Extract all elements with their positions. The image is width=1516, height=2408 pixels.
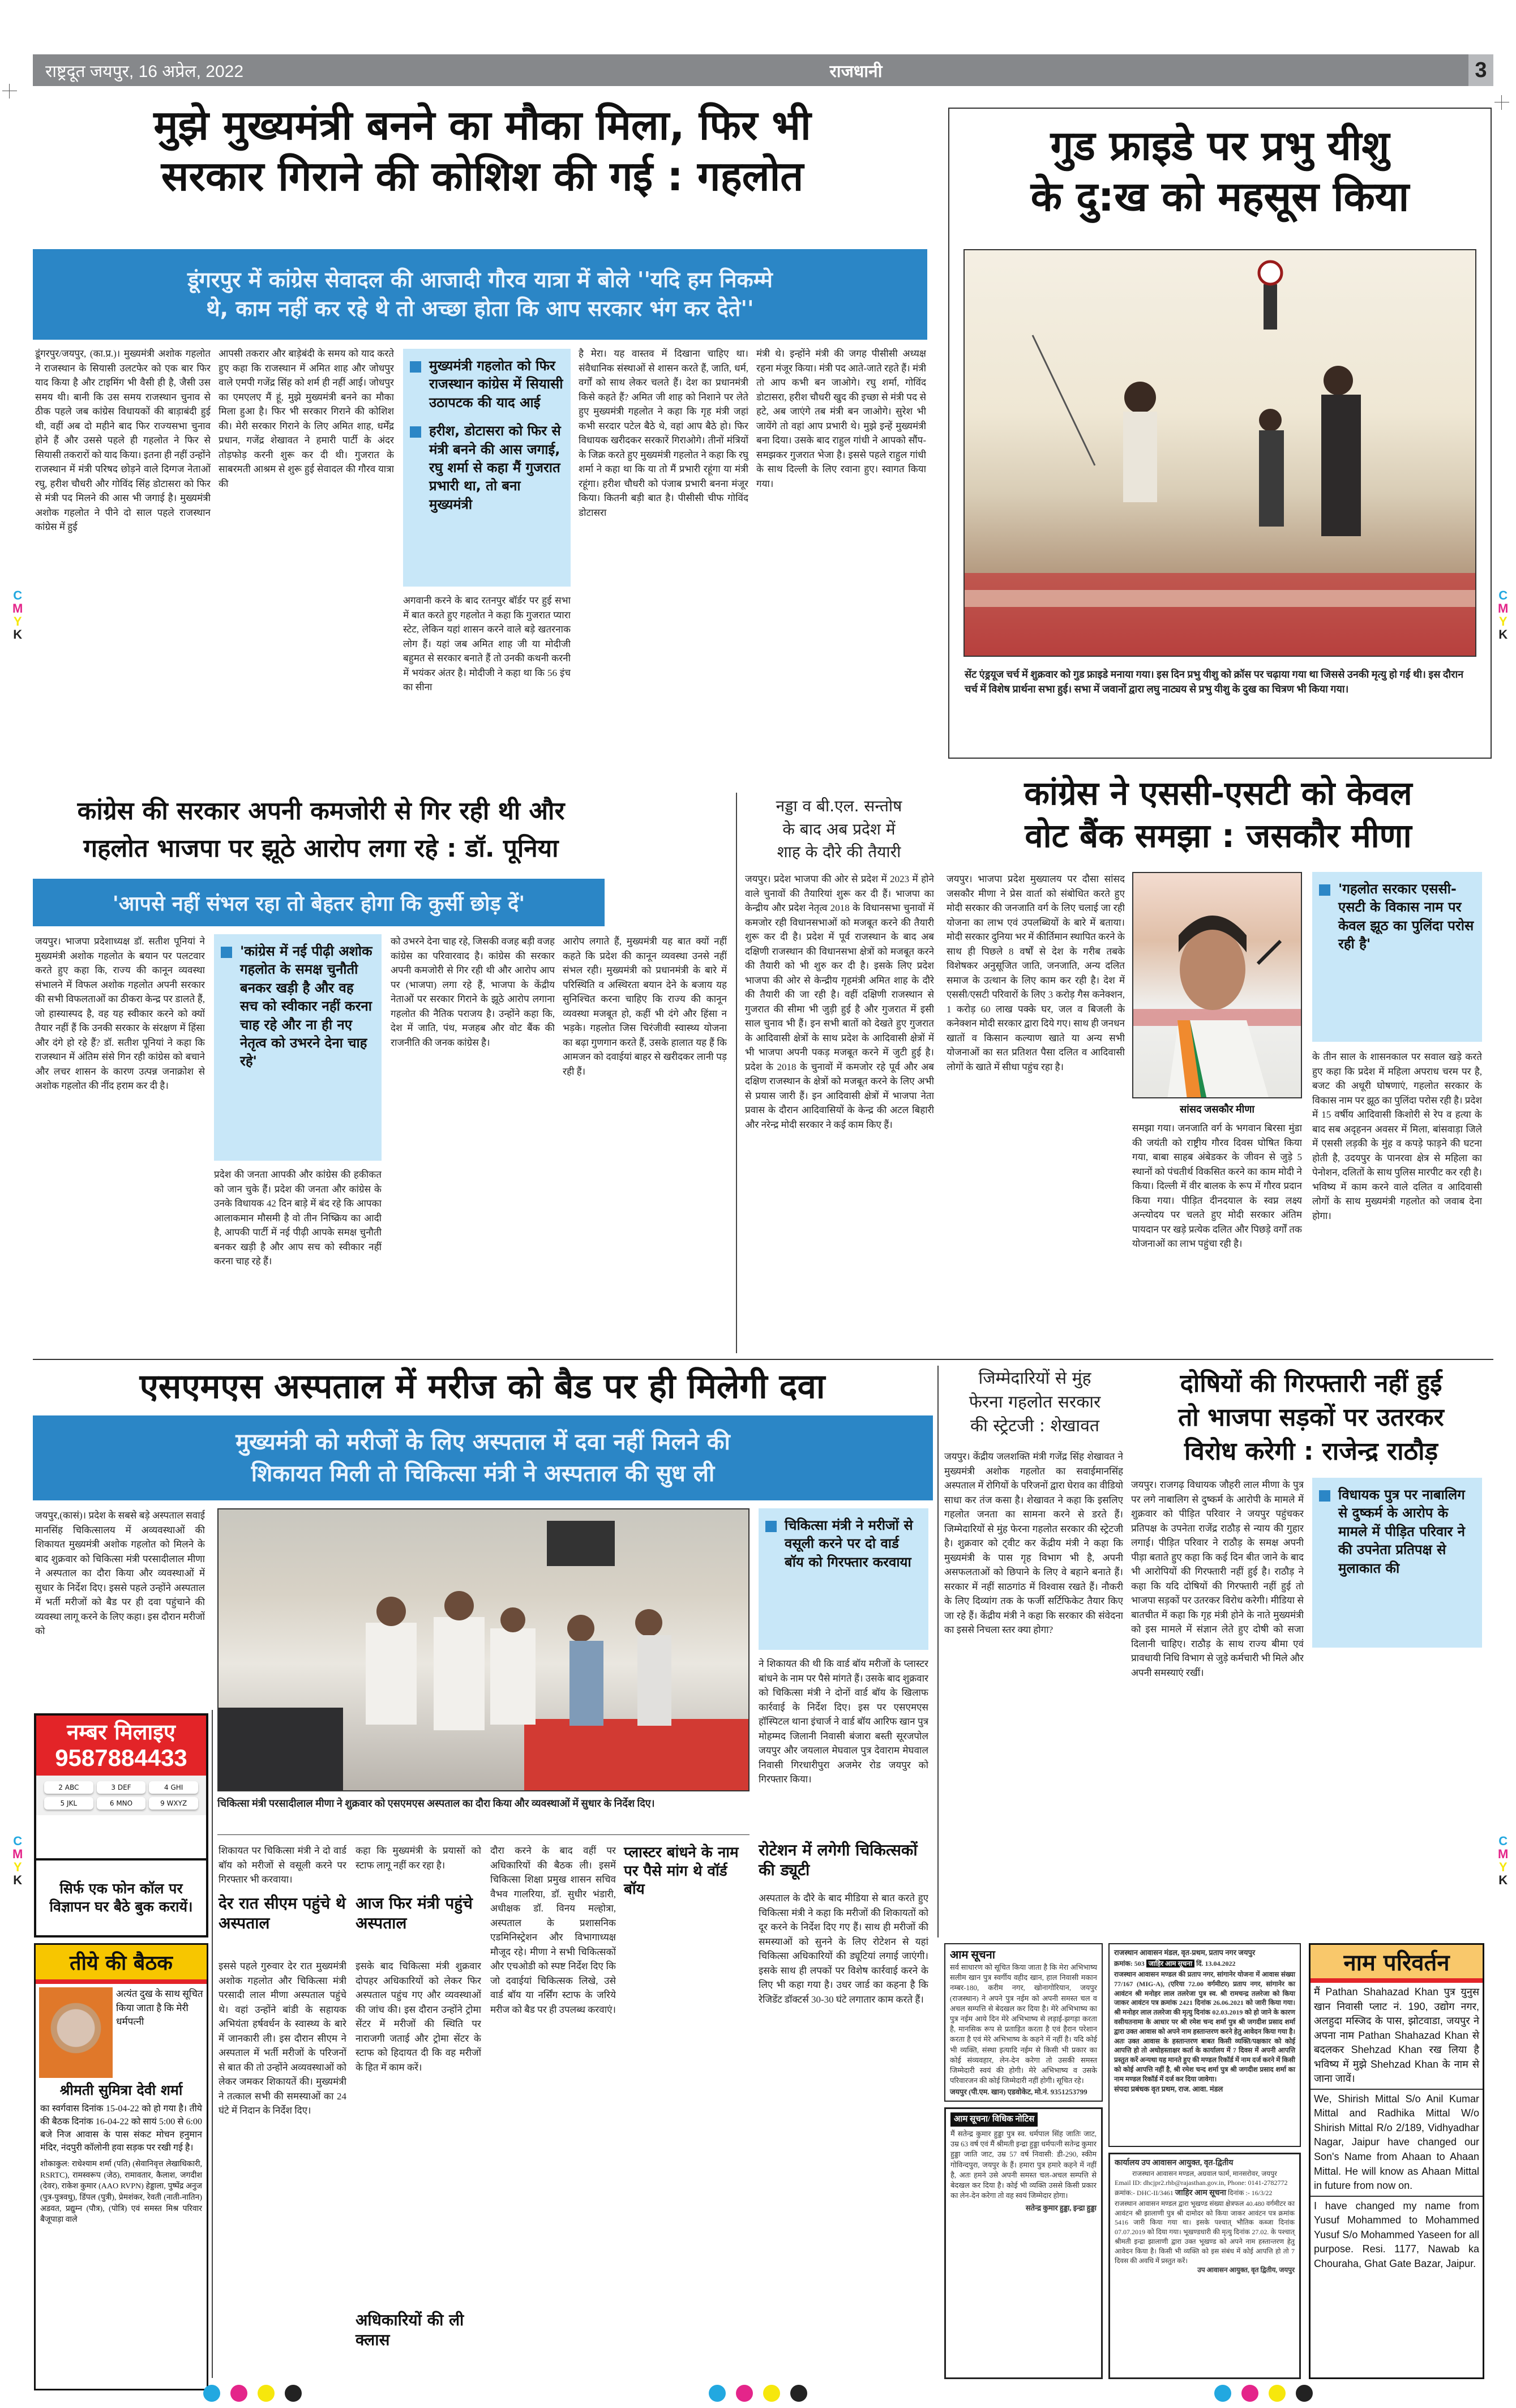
highlight-item bbox=[765, 1516, 922, 1571]
story6-highlight-box bbox=[759, 1508, 928, 1650]
story7-headline-line3: की स्ट्रेटजी : शेखावत bbox=[970, 1416, 1099, 1436]
phone-ad-header bbox=[36, 1716, 206, 1776]
dot-group bbox=[709, 2385, 807, 2402]
story3-headline bbox=[35, 793, 607, 867]
cmyk-c: C bbox=[13, 588, 23, 602]
story6-subhead-class: अधिकारियों की ली क्लास bbox=[356, 2311, 464, 2349]
story6-sub2-lead: कहा कि मुख्यमंत्री के प्रयासों को स्टाफ लागू नहीं कर रहा है। bbox=[356, 1845, 481, 1871]
story3-highlight-box bbox=[214, 934, 382, 1161]
highlight-text: चिकित्सा मंत्री ने मरीजों से वसूली करने पर दो वार्ड बॉय को गिरफ्तार करवाया bbox=[785, 1517, 913, 1570]
story3-strap: 'आपसे नहीं संभल रहा तो बेहतर होगा कि कुर्सी छोड़ दें' bbox=[33, 879, 605, 926]
notice1-title: आम सूचना bbox=[950, 1949, 995, 1961]
story7-headline-line2: फेरना गहलोत सरकार bbox=[969, 1392, 1101, 1412]
yellow-dot-icon bbox=[258, 2385, 275, 2402]
cmyk-registration-left bbox=[12, 589, 23, 641]
phone-booking-ad bbox=[34, 1713, 208, 1860]
cmyk-y: Y bbox=[1498, 614, 1508, 629]
story6-sub1-body: इससे पहले गुरुवार देर रात मुख्यमंत्री अशोक गहलोत और चिकित्सा मंत्री परसादी लाल मीणा अस्पताल पहुंचे थे। वहां उन्होंने बांडी के सहायक अभियंता हर्षवर्धन के स्वास्थ्य के बारे में जानकारी ली। इस दौरान सीएम ने अस्पताल में भर्ती मरीजों के परिजनों से बात की तो उन्होंने अव्यवस्थाओं को लेकर जमकर शिकायतें की। मुख्यमंत्री ने तत्काल सभी की समस्याओं का 24 घंटे में निदान के निर्देश दिए। bbox=[219, 1961, 346, 2116]
housing-board-notice bbox=[1108, 1943, 1301, 2147]
story6-intro: जयपुर,(कासं)। प्रदेश के सबसे बड़े अस्पताल सवाई मानसिंह चिकित्सालय में अव्यवस्थाओं की शिकायत मुख्यमंत्री अशोक गहलोत को मिलने के बाद शुक्रवार को चिकित्सा मंत्री परसादीलाल मीणा ने अस्पताल का दौरा किया और व्यवस्थाओं में सुधार के निर्देश दिए। इससे पहले उन्होंने अस्पताल में भर्ती मरीजों को बैड पर ही दवा पहुंचाने की व्यवस्था लागू करने के लिए कहा। इस दौरान मरीजों को bbox=[35, 1510, 205, 1636]
cmyk-c: C bbox=[1498, 1834, 1508, 1848]
cmyk-k: K bbox=[13, 627, 23, 642]
story1-strap bbox=[33, 249, 927, 340]
hospital-visit-photo bbox=[217, 1508, 750, 1791]
page-number: 3 bbox=[1468, 54, 1493, 86]
legal-notice-2 bbox=[944, 2107, 1103, 2379]
good-friday-photo bbox=[963, 249, 1476, 657]
story1-col1: डूंगरपुर/जयपुर, (का.प्र.)। मुख्यमंत्री अशोक गहलोत ने राजस्थान के सियासी उलटफेर को एक बार फिर याद किया है और टाइमिंग भी वैसी ही है, जैसी उस समय थी। बानी कि उस समय राजस्थान चुनाव से ठीक पहले जब कांग्रेस विधायकों की बाड़ाबंदी हुई थी, वहीं अब दो महीने बाद फिर राज्यसभा चुनाव होने हैं और उससे पहले ही गहलोत ने फिर से सियासी तकरारों को याद किया। इतना ही नहीं उन्होंने राजस्थान में मंत्री परिषद छोड़ने वाले दिग्गज नेताओं रघु, हरीश चौधरी और गोविंद सिंह डोटासरा को फिर से मंत्री पद मिलने की आस भी जगाई है। मुख्यमंत्री अशोक गहलोत ने पीने दो साल पहले राजस्थान कांग्रेस में हुई bbox=[35, 348, 211, 532]
notice2-signoff: सतेन्द्र कुमार हुड्डा, इन्द्रा हुड्डा bbox=[1025, 2204, 1097, 2213]
yellow-dot-icon bbox=[1269, 2385, 1286, 2402]
phone-ad-title: नम्बर मिलाइए bbox=[67, 1720, 175, 1744]
story6-sub5-body: अस्पताल के दौरे के बाद मीडिया से बात करते हुए चिकित्सा मंत्री ने कहा कि मरीजों की शिकायतों को दूर करने के निर्देश दिए गए हैं। साथ ही मरीजों की समस्याओं को सुनने के लिए रोटेशन से यहां चिकित्सा अधिकारियों की ड्यूटियां लगाई जाएंगी। इसके साथ ही लपकों पर विशेष कार्रवाई करने के लिए भी कहा गया है। उधर जार्ड का कहना है कि रेजिडेंट डॉक्टर्स 30-30 घंटे लगातार काम करते हैं। bbox=[759, 1893, 928, 2005]
story8-headline-line1: दोषियों की गिरफ्तारी नहीं हुई bbox=[1180, 1369, 1442, 1398]
story6-subhead-minister: आज फिर मंत्री पहुंचे अस्पताल bbox=[356, 1894, 473, 1932]
phone-ad-tagline: सिर्फ एक फोन कॉल पर विज्ञापन घर बैठे बुक करायें। bbox=[34, 1860, 208, 1937]
cmyk-m: M bbox=[1498, 601, 1509, 616]
story6-subhead-rotation: रोटेशन में लगेगी चिकित्सकों की ड्यूटी bbox=[759, 1841, 918, 1879]
highlight-item bbox=[410, 357, 564, 412]
highlight-item bbox=[221, 942, 375, 1071]
story1-col3: अगवानी करने के बाद रतनपुर बॉर्डर पर हुई सभा में बात करते हुए गहलोत ने कहा कि गुजरात प्यारा स्टेट, लेकिन यहां शासन करने वाले बड़े खतरनाक लोग हैं। यहां जब अमित शाह जी या मोदीजी बहुमत से सरकार बनाते हैं तो उनकी कथनी करनी में भयंकर अंतर है। मोदीजी ने कहा था कि 56 इंच का सीना bbox=[403, 595, 571, 692]
keypad-image bbox=[36, 1776, 206, 1815]
dot-group bbox=[1214, 2385, 1313, 2402]
cmyk-y: Y bbox=[1498, 1860, 1508, 1875]
story3-col3: को उभरने देना चाह रहे, जिसकी वजह बड़ी वजह कांग्रेस का परिवारवाद है। कांग्रेस की सरकार अपनी कमजोरी से गिर रही थी और आरोप आप पर (भाजपा) लगा रहे हैं, भाजपा के केंद्रीय नेताओं पर सरकार गिराने के झूठे आरोप लगाना गहलोत की नैतिक पराजय है। उन्होंने कहा कि, देश में जाति, पंथ, मजहब और वोट बैंक की राजनीति की जनक कांग्रेस है। bbox=[391, 936, 555, 1048]
story2-headline-line1: गुड फ्राइडे पर प्रभु यीशु bbox=[1050, 122, 1390, 169]
cmyk-k: K bbox=[1498, 627, 1508, 642]
story5-highlight-box bbox=[1312, 872, 1482, 1042]
notice1-body: सर्व साधारण को सूचित किया जाता है कि मेरा अभिभाष्य सलीम खान पुत्र स्वर्गीय वहीद खान, हाल निवासी मकान नम्बर-180, करीम नगर, खोनागोरियान, जयपुर (राजस्थान) ने अपने पुत्र नईम को अपनी समस्त चल व अचल सम्पत्ति से बेदखल कर दिया है। मेरे अभिभाष्य का पुत्र नईम आये दिन मेरे अभिभाष्य से लड़ाई-झगड़ा करता है, मानसिक रूप से प्रताड़ित करता है एवं हैरान परेशान करता है एवं मेरे अभिभाष्य के कहने में नहीं है। यदि कोई भी व्यक्ति, संस्था इत्यादि नईम से किसी भी प्रकार का कोई संव्यवहार, लेन-देन करेगा तो उसकी समस्त जिम्मेदारी स्वयं की होगी। मेरे अभिभाष्य व उसके परिवारजन की कोई जिम्मेदारी नहीं होगी। सूचित रहे। bbox=[950, 1963, 1097, 2085]
column-divider bbox=[937, 1366, 939, 1937]
keypad-key: 5 JKL bbox=[44, 1797, 93, 1810]
story4-headline-line1: नड्डा व बी.एल. सन्तोष bbox=[776, 797, 902, 815]
story1-col4: है मेरा। यह वास्तव में दिखाना चाहिए था। संवैधानिक संस्थाओं से शासन करते हैं, जाति, धर्म, वर्गों को साथ लेकर चलते हैं। देश का प्रधानमंत्री किसे कहते हैं? अमित जी शाह को निशाने पर लेते हुए मुख्यमंत्री गहलोत ने कहा कि गृह मंत्री जहां कभी सरदार पटेल बैठे थे, वहां आप बैठे हो। फिर विधायक खरीदकर सरकारें गिराओगे। तीनों मंत्रियों के जिक्र करते हुए मुख्यमंत्री गहलोत ने कहा कि रघु शर्मा ने कहा था कि या तो मैं प्रभारी रहूंगा या मंत्री रहूंगा। हरीश चौधरी को पंजाब प्रभारी बनना मंजूर किया। कितनी बड़ी बात है। पीसीसी चीफ गोविंद डोटासरा bbox=[579, 348, 748, 518]
section-divider bbox=[33, 1359, 1493, 1360]
bullet-square-icon bbox=[765, 1521, 777, 1532]
cmyk-registration-right-lower bbox=[1498, 1834, 1508, 1887]
notice3-body: राजस्थान आवासन मण्डल की प्रताप नगर, सांगानेर योजना में आवास संख्या 77/167 (MIG-A), (एरिया 72.00 वर्गमीटर) प्रताप नगर, सांगानेर का आवंटन श्री मनोहर लाल तलरेजा पुत्र स्व. श्री रामचन्द्र तलरेजा को किया जाकर आवंटन पत्र क्रमांक 2421 दिनांक 26.06.2021 को जारी किया गया। श्री मनोहर लाल तलरेजा की मृत्यु दिनांक 02.03.2019 को हो जाने के कारण वसीयतनामा के आधार पर श्री रमेश चन्द शर्मा पुत्र श्री जगदीश प्रसाद शर्मा द्वारा उक्त आवास को अपने नाम हस्तान्तरण करने हेतु आवेदन किया गया है। अतः उक्त आवास के हस्तान्तरण बाबत किसी व्यक्ति/पक्षकार को कोई आपत्ति हो तो अधोहस्ताक्षर कर्ता के कार्यालय में 7 दिवस में अपनी आपत्ति प्रस्तुत करें अन्यथा यह मानते हुए की मण्डल रिकॉर्ड में नाम दर्ज करने में किसी को कोई आपत्ति नहीं है, श्री रमेश चन्द शर्मा पुत्र श्री जगदीश प्रसाद शर्मा का नाम मण्डल रिकॉर्ड में दर्ज कर दिया जावेगा। bbox=[1114, 1970, 1295, 2083]
story4-headline bbox=[744, 795, 934, 864]
church-play-illustration bbox=[965, 250, 1476, 657]
story6-subhead-plaster: प्लास्टर बांधने के नाम पर पैसे मांग थे वॉर्ड बॉय bbox=[624, 1844, 739, 1898]
story1-headline-line2: सरकार गिराने की कोशिश की गई : गहलोत bbox=[161, 152, 804, 200]
public-notice-1 bbox=[944, 1943, 1103, 2102]
cmyk-k: K bbox=[13, 1873, 23, 1888]
dot-group bbox=[203, 2385, 302, 2402]
bullet-square-icon bbox=[1319, 884, 1330, 896]
notice4-title: जाहिर आम सूचना bbox=[1175, 2189, 1226, 2198]
story6-photo-caption: चिकित्सा मंत्री परसादीलाल मीणा ने शुक्रवार को एसएमएस अस्पताल का दौरा किया और व्यवस्थाओं में सुधार के निर्देश दिए। bbox=[217, 1798, 655, 1809]
story5-col1: जयपुर। भाजपा प्रदेश मुख्यालय पर दौसा सांसद जसकौर मीणा ने प्रेस वार्ता को संबोधित करते हुए मोदी सरकार की जनजाति वर्ग के लिए चलाई जा रही योजना का लाभ एवं उपलब्धियों के बारे में बताया। मोदी सरकार दुनिया भर में कीर्तिमान स्थापित करने के साथ ही पिछले 8 वर्षों से देश के गरीब तबके विशेषकर अनुसूजित जाति, जनजाति, अन्य दलित समाज के उत्थान के लिए काम कर रही है। देश में एससी/एसटी परिवारों के लिए 3 करोड़ गैस कनेक्शन, 1 करोड़ 60 लाख पक्के घर, जल व बिजली के कनेक्शन मोदी सरकार द्वारा दिये गए। साथ ही जनधन खातों व किसान कल्याण खाते या अन्य सभी योजनाओं का सत प्रतिशत पैसा दलित व आदिवासी लोगों के खाते में सीधा पहुंच रहा है। bbox=[947, 874, 1125, 1072]
obituary-photo bbox=[39, 1987, 113, 2078]
section-name: राजधानी bbox=[829, 62, 883, 81]
cyan-dot-icon bbox=[709, 2385, 726, 2402]
story6-strap bbox=[33, 1415, 933, 1500]
black-dot-icon bbox=[790, 2385, 807, 2402]
section-divider bbox=[217, 1834, 750, 1835]
story7-headline bbox=[944, 1367, 1125, 1438]
story5-headline-line1: कांग्रेस ने एससी-एसटी को केवल bbox=[1024, 774, 1412, 812]
story4-headline-line3: शाह के दौरे की तैयारी bbox=[777, 842, 901, 862]
story6-strap-line2: शिकायत मिली तो चिकित्सा मंत्री ने अस्पताल की सुध ली bbox=[251, 1461, 715, 1487]
obituary-body: का स्वर्गवास दिनांक 15-04-22 को हो गया है। तीये की बैठक दिनांक 16-04-22 को सायं 5:00 से 6:00 बजे निज आवास के पास संकट मोचन हनुमान मंदिर, नंदपुरी कॉलोनी हवा सड़क पर रखी गई है। bbox=[40, 2103, 202, 2153]
obituary-name: श्रीमती सुमित्रा देवी शर्मा bbox=[59, 2082, 183, 2098]
keypad-key: 6 MNO bbox=[97, 1797, 146, 1810]
highlight-text: विधायक पुत्र पर नाबालिग से दुष्कर्म के आरोप के मामले में पीड़ित परिवार ने की उपनेता प्रतिपक्ष से मुलाकात की bbox=[1338, 1487, 1465, 1576]
story4-headline-line2: के बाद अब प्रदेश में bbox=[782, 819, 896, 839]
color-registration-bar bbox=[0, 2385, 1516, 2402]
cmyk-m: M bbox=[12, 601, 23, 616]
cyan-dot-icon bbox=[1214, 2385, 1231, 2402]
cmyk-y: Y bbox=[13, 614, 22, 629]
cmyk-y: Y bbox=[13, 1860, 22, 1875]
obituary-intro: अत्यंत दुख के साथ सूचित किया जाता है कि मेरी धर्मपत्नी bbox=[116, 1988, 203, 2028]
bullet-square-icon bbox=[410, 426, 421, 438]
notice1-signoff: जयपुर (पी.एम. खान) एडवोकेट, मो.नं. 9351253799 bbox=[950, 2088, 1087, 2097]
highlight-text: हरीश, डोटासरा को फिर से मंत्री बनने की आस जगाई, रघु शर्मा से कहा मैं गुजरात प्रभारी था, तो बना मुख्यमंत्री bbox=[429, 423, 561, 512]
obituary-top bbox=[36, 1984, 207, 2081]
magenta-dot-icon bbox=[736, 2385, 753, 2402]
story3-col4: आरोप लगाते हैं, मुख्यमंत्री यह बात क्यों नहीं कहते कि प्रदेश की कानून व्यवस्था उनसे नहीं संभल रही। मुख्यमंत्री को प्रधानमंत्री के बारे में परिस्थिति व अस्थिरता बयान देने के बजाय यह सुनिश्चित करना चाहिए कि राज्य की कानून व्यवस्था मजबूत हो, कहीं भी दंगे और हिंसा न भड़के। गहलोत जिस चिरंजीवी स्वास्थ्य योजना का बढ़ा गुणगान करते हैं, उसके हालात यह हैं कि आमजन को दवाईयां बाहर से खरीदकर लानी पड़ रही हैं। bbox=[563, 936, 727, 1077]
cmyk-registration-right bbox=[1498, 589, 1508, 641]
notice4-body: राजस्थान आवासन मण्डल द्वारा भूखण्ड संख्या क्षेत्रफल 40.480 वर्गमीटर का आवंटन श्री झालाणी पुत्र श्री दामोदर को किया जाकर आवंटन पत्र क्रमांक 5416 जारी किया गया था। इसके पश्चात् भौतिक कब्जा दिनांक 07.07.2019 को दिया गया। भूखण्डधारी की मृत्यु दिनांक 27.02. के पश्चात् श्रीमती इन्द्रा झालाणी द्वारा उक्त भूखण्ड को अपने नाम हस्तान्तरण हेतु आवेदन किया है। किसी भी व्यक्ति को इस संबंध में कोई आपत्ति हो तो 7 दिवस की अवधि में प्रस्तुत करें। bbox=[1115, 2199, 1295, 2265]
highlight-text: 'कांग्रेस में नई पीढ़ी अशोक गहलोत के समक्ष चुनौती बनकर खड़ी है और वह सच को स्वीकार नहीं करना चाह रहे और ना ही नए नेतृत्व को उभरने देना चाह रहे' bbox=[240, 943, 372, 1070]
story1-headline bbox=[35, 100, 930, 202]
highlight-text: मुख्यमंत्री गहलोत को फिर राजस्थान कांग्रेस में सियासी उठापटक की याद आई bbox=[429, 358, 563, 410]
cmyk-registration-left-lower bbox=[12, 1834, 23, 1887]
crop-mark-icon bbox=[2, 84, 17, 99]
story3-col2: प्रदेश की जनता आपकी और कांग्रेस की हकीकत को जान चुके हैं। प्रदेश की जनता और कांग्रेस के उनके विधायक 42 दिन बाड़े में बंद रहे कि आपका आलाकमान मौसमी है वो तीन निष्क्रिय का आदी है, आपकी पार्टी में नई पीढ़ी आपके समक्ष चुनौती बनकर खड़ी है और आप सच को स्वीकार नहीं करना चाह रहे हैं। bbox=[214, 1169, 382, 1267]
highlight-item bbox=[410, 422, 564, 514]
story3-headline-line2: गहलोत भाजपा पर झूठे आरोप लगा रहे : डॉ. पूनिया bbox=[83, 834, 559, 863]
story4-body: जयपुर। प्रदेश भाजपा की ओर से प्रदेश में 2023 में होने वाले चुनावों की तैयारियां शुरू कर दी हैं। भाजपा का केन्द्रीय और प्रदेश नेतृत्व 2018 के विधानसभा चुनावों में कमजोर रही विधानसभाओं को मजबूत करने की तैयारी शुरू कर दी है। प्रदेश में पूर्व राजस्थान के बाद अब दक्षिणी राजस्थान की विधानसभा क्षेत्रों को मजबूत करने की तैयारी को भी शुरु कर दी है। इसके लिए प्रदेश भाजपा की ओर से केन्द्रीय गृहमंत्री अमित शाह के दौरे की तैयारी की जा रही है। वहीं दक्षिणी राजस्थान से गुजरात की सीमा भी जुड़ी हुई है और गुजरात में इसी साल चुनाव भी हैं। इन सभी बातों को देखते हुए गुजरात के आदिवासी क्षेत्रों के साथ प्रदेश के आदिवासी क्षेत्रों में भी भाजपा अपनी पकड़ मजबूत करने में जुटी हुई है। प्रदेश के 2018 के चुनावों में कमजोर रहे पूर्व और अब दक्षिण राजस्थान के क्षेत्रों को मजबूत करने के लिए अभी से प्रयास जारी हैं। इन आदिवासी क्षेत्रों में भाजपा नेता प्रवास के दौरान आदिवासियों के केन्द्र की अटल बिहारी और नरेन्द्र मोदी सरकार ने कई काम किए हैं। bbox=[745, 874, 934, 1130]
bullet-square-icon bbox=[1319, 1490, 1330, 1502]
story1-headline-line1: मुझे मुख्यमंत्री बनने का मौका मिला, फिर भी bbox=[153, 101, 811, 149]
notice3-org: राजस्थान आवासन मंडल, वृत-प्रथम, प्रताप नगर जयपुर bbox=[1114, 1948, 1256, 1957]
story7-body: जयपुर। केंद्रीय जलशक्ति मंत्री गजेंद्र सिंह शेखावत ने मुख्यमंत्री अशोक गहलोत का सवाईमानसिंह अस्पताल में रोगियों के परिजनों द्वारा घेराव का वीडियो साधा कर तंज कसा है। शेखावत ने कहा कि इसलिए गहलोत जनता का सामना करने से डरते हैं। जिम्मेदारियों से मुंह फेरना गहलोत सरकार की स्ट्रेटजी है। शुक्रवार को ट्वीट कर केंद्रीय मंत्री ने कहा कि मुख्यमंत्री के पास गृह विभाग भी है, अपनी असफलताओं को छिपाने के लिए वे बहाने बनाते हैं। सरकार में नहीं साठगांठ में विश्वास रखते हैं। नौकरी के लिए दिव्यांग तक के फर्जी सर्टिफिकेट तैयार किए जा रहे हैं। केंद्रीय मंत्री ने कहा कि सरकार की संवेदना का इससे निचला स्तर क्या होगा? bbox=[944, 1451, 1123, 1635]
column-divider bbox=[736, 793, 737, 1353]
story5-photo-caption: सांसद जसकौर मीणा bbox=[1179, 1104, 1255, 1115]
notice4-org: कार्यालय उप आवासन आयुक्त, वृत-द्वितीय bbox=[1115, 2159, 1234, 2167]
bullet-square-icon bbox=[410, 361, 421, 373]
obituary-notice bbox=[34, 1943, 208, 2390]
story1-highlight-box bbox=[403, 349, 571, 587]
notice4-ref: क्रमांक:- DHC-II/3461 bbox=[1115, 2189, 1174, 2197]
name-change-title: नाम परिवर्तन bbox=[1311, 1945, 1483, 1983]
obituary-mourners: शोकाकुल: राधेश्याम शर्मा (पति) (सेवानिवृत्त लेखाधिकारी, RSRTC), रामस्वरूप (जेठ), रामावतार, कैलाश, जगदीश (देवर), राकेश कुमार (AAO RVPN) हेड्डाला, पुष्पेंद्र अनुज (पुत्र-पुत्रवधु), डिंपल (पुत्री), प्रेमशंकर, रेवती (नाती-नातिन) अडवत, प्रद्युम्न (पौत्र), (पोत्रि) एवं समस्त मिश्र परिवार बैजूपाड़ा वाले bbox=[40, 2160, 202, 2225]
story6-side-col: ने शिकायत की थी कि वार्ड बॉय मरीजों के प्लास्टर बांधने के नाम पर पैसे मांगते हैं। उसके बाद शुक्रवार को चिकित्सा मंत्री ने दोनों वार्ड बॉय के खिलाफ कार्रवाई के निर्देश दिए। इस पर एसएमएस हॉस्पिटल थाना इंचार्ज ने वार्ड बॉय आरिफ खान पुत्र मोहम्मद जिलानी निवासी बंजारा बस्ती सूरजपोल जयपुर और जयलाल मेघवाल पुत्र देवाराम मेघवाल निवासी गिरधारीपुरा अजमेर रोड जयपुर को गिरफ्तार किया। bbox=[759, 1658, 928, 1785]
story1-strap-line1: डूंगरपुर में कांग्रेस सेवादल की आजादी गौरव यात्रा में बोले ''यदि हम निकम्मे bbox=[187, 267, 773, 292]
story6-sub2-body: इसके बाद चिकित्सा मंत्री शुक्रवार दोपहर अधिकारियों को लेकर फिर अस्पताल पहुंच गए और व्यवस्थाओं की जांच की। इस दौरान उन्होंने ट्रोमा सेंटर में मरीजों की स्थिति पर नाराजगी जताई और ट्रोमा सेंटर के स्टाफ को हिदायत दी कि वह मरीजों के हित में काम करें। bbox=[356, 1961, 481, 2073]
cmyk-c: C bbox=[1498, 588, 1508, 602]
column-divider bbox=[212, 1710, 213, 2378]
story3-headline-line1: कांग्रेस की सरकार अपनी कमजोरी से गिर रही थी और bbox=[77, 797, 565, 826]
story1-col5: मंत्री थे। इन्होंने मंत्री की जगह पीसीसी अध्यक्ष रहना मंजूर किया। मंत्री पद आते-जाते रहते हैं। मंत्री तो आप कभी बन जाओगे। रघु शर्मा, गोविंद डोटासरा, हरीश चौधरी खुद की इच्छा से मंत्री पद से हटे, अब जाएंगे तब मंत्री बन जाओगे। सुरेश भी जायेंगे तो वहां आप प्रभारी थे। मुझे इन्हें मुख्यमंत्री बना दिया। उसके बाद राहुल गांधी ने आपको सौंप-समझकर गुजरात भेजा है। इससे पहले राहुल गांधी के साथ दिल्ली के लिए रवाना हुए। स्वागत किया गया। bbox=[756, 348, 926, 489]
notice3-date: दिं. 13.04.2022 bbox=[1196, 1960, 1236, 1968]
crop-mark-icon bbox=[1494, 95, 1509, 110]
yellow-dot-icon bbox=[763, 2385, 780, 2402]
story2-headline-line2: के दु:ख को महसूस किया bbox=[1030, 173, 1410, 220]
notice4-sub: राजस्थान आवासन मण्डल, अग्रवाल फार्म, मानसरोवर, जयपुर bbox=[1132, 2169, 1277, 2178]
highlight-text: 'गहलोत सरकार एससी-एसटी के विकास नाम पर केवल झूठ का पुलिंदा परोस रही है' bbox=[1338, 881, 1474, 952]
black-dot-icon bbox=[1296, 2385, 1313, 2402]
page-header bbox=[33, 54, 1493, 86]
story8-body: जयपुर। राजगढ़ विधायक जौहरी लाल मीणा के पुत्र पर लगे नाबालिग से दुष्कर्म के आरोपी के मामले में शुक्रवार को पीड़ित परिवार ने जयपुर पहुंचकर प्रतिपक्ष के उपनेता राजेंद्र राठौड़ से न्याय की गुहार लगाई। पीड़ित परिवार ने राठौड़ के समक्ष अपनी पीड़ा बताते हुए कहा कि कई दिन बीत जाने के बाद भी आरोपियों की गिरफ्तारी नहीं हुई है। राठौड़ ने कहा कि यदि दोषियों की गिरफ्तारी नहीं हुई तो भाजपा सड़कों पर उतरकर विरोध करेगी। मीडिया से बातचीत में कहा कि गृह मंत्री होने के नाते मुख्यमंत्री को इस मामले में संज्ञान लेते हुए दोषी को सजा दिलानी चाहिए। राठौड़ के साथ राज्य बीमा एवं प्रावधायी निधि विभाग से जुड़े कर्मचारी भी मिले और अपनी समस्याएं रखीं। bbox=[1131, 1479, 1304, 1678]
story6-headline: एसएमएस अस्पताल में मरीज को बैड पर ही मिलेगी दवा bbox=[139, 1367, 825, 1406]
name-change-entry: मैं Pathan Shahazad Khan पुत्र युनुस खान निवासी प्लाट नं. 190, उद्योग नगर, अलहुदा मस्जिद के पास, झोटवाडा, जयपुर ने अपना नाम Pathan Shahazad Khan से बदलकर Shehzad Khan रख लिया है भविष्य में मुझे Shehzad Khan के नाम से जाना जावें। bbox=[1311, 1983, 1483, 2090]
story5-headline bbox=[947, 772, 1490, 858]
story7-headline-line1: जिम्मेदारियों से मुंह bbox=[978, 1368, 1091, 1388]
notice3-ref: क्रमांक: 503 bbox=[1114, 1960, 1145, 1968]
cyan-dot-icon bbox=[203, 2385, 220, 2402]
name-change-entry: I have changed my name from Yusuf Mohammed to Mohammed Yusuf S/o Mohammed Yaseen for all purpose. Resi. 1177, Nawab ka Chouraha, Ghat Gate Bazar, Jaipur. bbox=[1314, 2200, 1479, 2269]
story8-headline bbox=[1130, 1367, 1492, 1468]
notice4-contact: Email ID: dhcjpr2.rhb@rajasthan.gov.in, Phone: 0141-2782772 bbox=[1115, 2179, 1288, 2187]
story2-caption: सेंट एंड्रयूज चर्च में शुक्रवार को गुड फ्राइडे मनाया गया। इस दिन प्रभु यीशु को क्रॉस पर चढ़ाया गया था जिससे उनकी मृत्यु हो गई थी। इस दौरान चर्च में विशेष प्रार्थना सभा हुई। सभा में जवानों द्वारा लघु नाट्यय से प्रभु यीशु के दुख का चित्रण भी किया गया। bbox=[965, 669, 1464, 695]
phone-ad-number[interactable]: 9587884433 bbox=[55, 1744, 187, 1771]
jaskaur-meena-photo bbox=[1132, 872, 1302, 1098]
portrait-illustration bbox=[1133, 873, 1302, 1098]
magenta-dot-icon bbox=[1241, 2385, 1258, 2402]
keypad-key: 9 WXYZ bbox=[149, 1797, 198, 1810]
name-change-notices bbox=[1309, 1943, 1484, 2379]
hospital-scene-illustration bbox=[219, 1509, 750, 1791]
notice4-date: दिनांक :- 16/3/22 bbox=[1227, 2189, 1273, 2197]
notice2-body: मैं सतेन्द्र कुमार हुड्डा पुत्र स्व. धर्मपाल सिंह जातिः जाट, उम्र 63 वर्ष एवं मैं श्रीमती इन्द्रा हुड्डा धर्मपत्नी सतेन्द्र कुमार हुड्डा जाति जाट, उम्र 57 वर्ष निवासी: डी-290, स्कीम गोविन्दपुरा, जयपुर के हैं। हमारा पुत्र हमारे कहने में नहीं है, अतः हमने उसे अपनी समस्त चल-अचल सम्पत्ति से बेदखल कर दिया है। कोई भी व्यक्ति उससे किसी प्रकार का लेन-देन करेगा तो वह स्वयं जिम्मेदार होगा। bbox=[950, 2129, 1097, 2200]
story2-headline bbox=[951, 120, 1489, 222]
edition-date: राष्ट्रदूत जयपुर, 16 अप्रेल, 2022 bbox=[45, 62, 244, 81]
obituary-title: तीये की बैठक bbox=[36, 1945, 207, 1984]
cmyk-m: M bbox=[1498, 1847, 1509, 1862]
story5-headline-line2: वोट बैंक समझा : जसकौर मीणा bbox=[1025, 816, 1412, 856]
story6-strap-line1: मुख्यमंत्री को मरीजों के लिए अस्पताल में दवा नहीं मिलने की bbox=[235, 1429, 730, 1455]
notice2-title: आम सूचना/ विधिक नोटिस bbox=[950, 2112, 1038, 2127]
keypad-key: 4 GHI bbox=[149, 1781, 198, 1794]
story8-headline-line3: विरोध करेगी : राजेन्द्र राठौड़ bbox=[1184, 1436, 1438, 1466]
notice4-signoff: उप आवासन आयुक्त, वृत द्वितीय, जयपुर bbox=[1197, 2266, 1295, 2274]
cmyk-k: K bbox=[1498, 1873, 1508, 1888]
magenta-dot-icon bbox=[230, 2385, 247, 2402]
bullet-square-icon bbox=[221, 947, 232, 958]
story3-col1: जयपुर। भाजपा प्रदेशाध्यक्ष डॉ. सतीश पूनियां ने मुख्यमंत्री अशोक गहलोत के बयान पर पलटवार करते हुए कहा कि, राज्य की कानून व्यवस्था संभालने में विफल अशोक गहलोत अपनी सरकार की सभी विफलताओं का ठीकरा केन्द्र पर डालते हैं, जो हास्यास्पद है, वह यह स्वीकार करने को क्यों तैयार नहीं हैं कि उनकी सरकार के संरक्षण में हिंसा और दंगे हो रहे हैं? डॉ. सतीश पूनियां ने कहा कि राजस्थान में अंतिम संसे गिन रही कांग्रेस को बचाने और लचर शासन के कारण उत्पन्न जनाक्रोश से अशोक गहलोत की नींद हराम कर दी है। bbox=[35, 936, 205, 1091]
story6-col-c: दौरा करने के बाद वहीं पर अधिकारियों की बैठक ली। इसमें चिकित्सा शिक्षा प्रमुख शासन सचिव वैभव गालरिया, डॉ. सुधीर भंडारी, अधीक्षक डॉ. विनय मल्होत्रा, अस्पताल के प्रशासनिक एडमिनिस्ट्रेशन और विभागाध्यक्ष मौजूद रहे। मीणा ने सभी चिकित्सकों और एचओडी को स्पष्ट निर्देश दिए कि जो दवाईयां चिकित्सक लिखे, उसे वार्ड बॉय या नर्सिंग स्टाफ के जरिये मरीज को बैड पर ही उपलब्ध करवाएं। bbox=[490, 1845, 616, 2015]
name-change-entry: We, Shirish Mittal S/o Anil Kumar Mittal and Radhika Mittal W/o Shirish Mittal R/o 2/189, Vidhyadhar Nagar, Jaipur have changed our Son's Name from Ahaan to Ahaan Mittal. He will know as Ahaan Mittal in future from now on. bbox=[1311, 2090, 1483, 2197]
housing-commissioner-notice bbox=[1108, 2153, 1301, 2379]
story5-col2: समझा गया। जनजाति वर्ग के भगवान बिरसा मुंडा की जयंती को राष्ट्रीय गौरव दिवस घोषित किया गया, बाबा साहब अंबेडकर के जीवन से जुड़े 5 स्थानों को पंचतीर्थ विकसित करने का काम मोदी ने किया। दिल्ली में वीर बालक के रूप में गौरव प्रदान किया गया। पीड़ित दीनदयाल के स्वप्न लक्ष्य अन्त्योदय पर चलते हुए मोदी सरकार अंतिम पायदान पर खड़े प्रत्येक दलित और पिछड़े वर्गों तक योजनाओं का लाभ पहुंचा रही है। bbox=[1132, 1123, 1302, 1249]
cmyk-c: C bbox=[13, 1834, 23, 1848]
story6-col-a: शिकायत पर चिकित्सा मंत्री ने दो वार्ड बॉय को मरीजों से वसूली करने पर गिरफ्तार भी करवाया। bbox=[219, 1845, 346, 1885]
black-dot-icon bbox=[285, 2385, 302, 2402]
story5-col3: के तीन साल के शासनकाल पर सवाल खड़े करते हुए कहा कि प्रदेश में महिला अपराध चरम पर है, बजट की अधूरी घोषणाएं, गहलोत सरकार के विकास नाम पर झूठ का पुलिंदा परोस रही है। प्रदेश में 15 वर्षीय आदिवासी किशोरी से रेप व हत्या के बाद सब अदृहनन अवसर में मिला, बांसवाड़ा जिले में एससी लड़की के मुंह व कपड़े फाड़ने की घटना होती है, उदयपुर के पानरवा क्षेत्र से महिला का पेनोशन, दलितों के साथ पुलिस मारपीट कर रही है। भविष्य में काम करने वाले दलित व आदिवासी लोगों के साथ मुख्यमंत्री गहलोत को जवाब देना होगा। bbox=[1312, 1051, 1482, 1221]
keypad-key: 3 DEF bbox=[97, 1781, 146, 1794]
story8-headline-line2: तो भाजपा सड़कों पर उतरकर bbox=[1178, 1402, 1444, 1432]
highlight-item bbox=[1319, 1486, 1475, 1577]
notice3-signoff: संपदा प्रबंधक वृत प्रथम, राज. आवा. मंडल bbox=[1114, 2084, 1223, 2093]
keypad-key: 2 ABC bbox=[44, 1781, 93, 1794]
story6-subhead-cm: देर रात सीएम पहुंचे थे अस्पताल bbox=[219, 1894, 346, 1932]
story1-col2: आपसी तकरार और बाड़ेबंदी के समय को याद करते हुए कहा कि राजस्थान में अमित शाह और जोधपुर वाले एमपी गजेंद्र सिंह को शर्म ही नहीं आई। जोधपुर का एमएलए मैं हूं, मुझे मुख्यमंत्री बनने का मौका मिला हुआ है। फिर भी सरकार गिराने की कोशिश की। मेरी सरकार गिराने के लिए अमित शाह, धर्मेंद्र प्रधान, गजेंद्र शेखावत ने हमारी पार्टी के अंदर तोड़फोड़ करनी शुरू कर दी थी। गुजरात के साबरमती आश्रम से शुरू हुई सेवादल की गौरव यात्रा की bbox=[219, 348, 394, 489]
notice3-title: जाहिर आम सूचना bbox=[1146, 1960, 1194, 1968]
story8-highlight-box bbox=[1312, 1478, 1482, 1648]
highlight-item bbox=[1319, 880, 1475, 953]
cmyk-m: M bbox=[12, 1847, 23, 1862]
story1-strap-line2: थे, काम नहीं कर रहे थे तो अच्छा होता कि आप सरकार भंग कर देते'' bbox=[206, 296, 754, 321]
